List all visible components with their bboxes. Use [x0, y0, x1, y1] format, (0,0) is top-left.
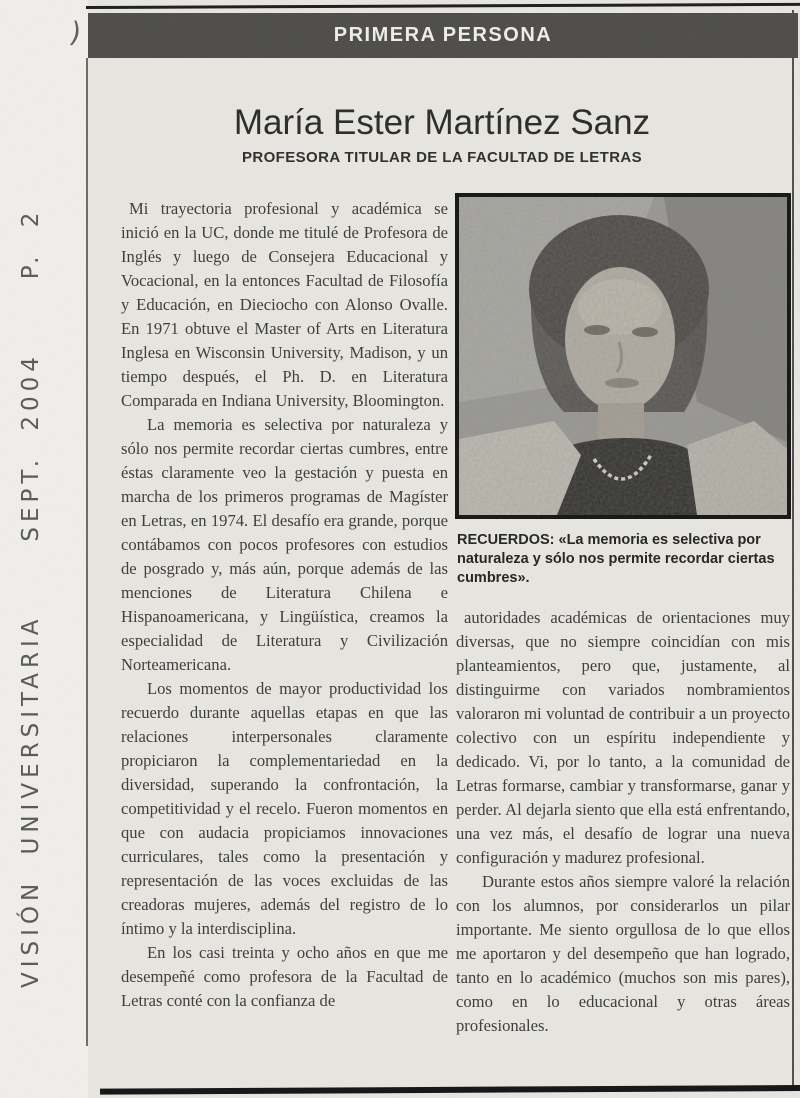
portrait-photo-art	[459, 197, 787, 515]
article-left-column	[121, 197, 448, 1013]
portrait-photo	[455, 193, 791, 519]
paper-left-margin	[0, 0, 88, 1098]
article-left-border	[86, 58, 88, 1046]
section-banner	[88, 13, 798, 58]
paragraph: Mi trayectoria profesional y académica se inició en la UC, donde me titulé de Profesora de Inglés y luego de Consejera Educacional y Vocacional, en la entonces Facultad de Filosofía y Educación, en Dieciocho con Alonso Ovalle. En 1971 obtuve el Master of Arts en Literatura Inglesa en Wisconsin University, Madison, y un tiempo después, el Ph. D. en Literatura Comparada en Indiana University, Bloomington.	[121, 199, 448, 410]
article-title: María Ester Martínez Sanz	[233, 103, 651, 142]
paragraph: Durante estos años siempre valoré la relación con los alumnos, por considerarlos un pilar importante. Me siento orgullosa de lo que ellos me aportaron y del desempeño que han logrado, tanto en lo académico (muchos son mis pares), como en lo educacional y otras áreas profesionales.	[456, 872, 790, 1035]
article-right-border	[792, 10, 794, 1088]
handwritten-margin-note: VISIÓN UNIVERSITARIA SEPT. 2004 P. 2	[18, 207, 44, 988]
article-subtitle: PROFESORA TITULAR DE LA FACULTAD DE LETRAS	[241, 149, 643, 166]
paragraph: En los casi treinta y ocho años en que me desempeñé como profesora de la Facultad de Letras conté con la confianza de	[121, 943, 448, 1010]
article-right-column	[456, 606, 790, 1038]
paragraph: autoridades académicas de orientaciones muy diversas, que no siempre coincidían con mis planteamientos, pero que, justamente, al distinguirme con variados nombramientos valoraron mi voluntad de contribuir a un proyecto colectivo con un espíritu independiente y dedicado. Vi, por lo tanto, a la comunidad de Letras formarse, cambiar y transformarse, ganar y perder. Al dejarla siento que ella está enfrentando, una vez más, el desafío de lograr una nueva configuración y madurez profesional.	[456, 608, 790, 867]
handwritten-paren-mark: )	[67, 15, 84, 50]
paragraph: La memoria es selectiva por naturaleza y sólo nos permite recordar ciertas cumbres, entre éstas claramente veo la gestación y puesta en marcha de los primeros programas de Magíster en Letras, en 1974. El desafío era grande, porque contábamos con pocos profesores con estudios de posgrado y, más aún, porque además de las menciones de Literatura Chilena e Hispanoamericana, y Lingüística, creamos la especialidad de Literatura y Civilización Norteamericana.	[121, 415, 448, 674]
paragraph: Los momentos de mayor productividad los recuerdo durante aquellas etapas en que las relaciones interpersonales claramente propiciaron la complementariedad en la diversidad, superando la confrontación, la competitividad y el recelo. Fueron momentos en que con audacia propiciamos innovaciones curriculares, tales como la presentación y representación de las voces excluidas de las creadoras mujeres, además del registro de lo íntimo y la interdisciplina.	[121, 679, 448, 938]
section-banner-label: PRIMERA PERSONA	[333, 24, 553, 46]
photo-caption: RECUERDOS: «La memoria es selectiva por naturaleza y sólo nos permite recordar ciertas cumbres».	[457, 532, 775, 586]
